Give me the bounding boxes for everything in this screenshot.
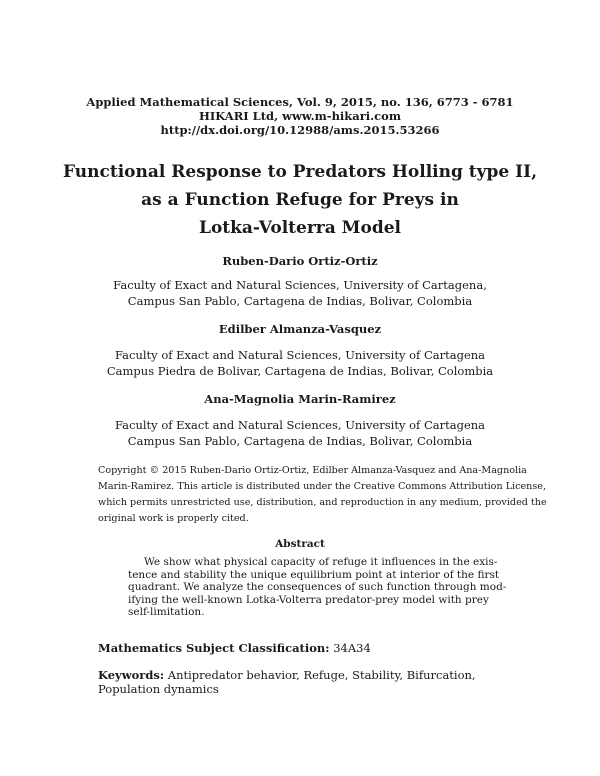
paper-title [60, 158, 540, 242]
copyright-line: which permits unrestricted use, distribution, and reproduction in any medium, provided the [98, 497, 547, 508]
abstract-line: We show what physical capacity of refuge it influences in the exis- [144, 556, 498, 568]
author-affiliation [0, 277, 600, 309]
copyright-line: Marin-Ramirez. This article is distributed under the Creative Commons Attribution License, [98, 481, 547, 492]
journal-line: Applied Mathematical Sciences, Vol. 9, 2015, no. 136, 6773 - 6781 [86, 95, 514, 109]
doi-line[interactable]: http://dx.doi.org/10.12988/ams.2015.53266 [160, 123, 440, 137]
abstract-line: tence and stability the unique equilibrium point at interior of the first [128, 568, 500, 581]
affiliation-line: Faculty of Exact and Natural Sciences, University of Cartagena [114, 348, 486, 362]
copyright-notice [98, 463, 547, 527]
abstract-line: ifying the well-known Lotka-Volterra predator-prey model with prey [128, 593, 489, 606]
author-name: Edilber Almanza-Vasquez [218, 322, 382, 336]
author-name: Ana-Magnolia Marin-Ramirez [204, 392, 396, 406]
keywords [98, 668, 498, 696]
title-line: Functional Response to Predators Holling type II, [63, 162, 537, 182]
title-line: Lotka-Volterra Model [198, 218, 402, 238]
abstract-body [128, 556, 507, 619]
keywords-label: Keywords: [98, 668, 165, 682]
msc-label: Mathematics Subject Classification: [98, 641, 330, 655]
msc-classification [98, 641, 498, 655]
affiliation-line: Faculty of Exact and Natural Sciences, University of Cartagena, [113, 278, 487, 292]
title-line: as a Function Refuge for Preys in [141, 190, 459, 210]
author-name: Ruben-Dario Ortiz-Ortiz [222, 254, 378, 268]
copyright-line: Copyright © 2015 Ruben-Dario Ortiz-Ortiz, Edilber Almanza-Vasquez and Ana-Magnolia [98, 465, 527, 476]
author-affiliation [0, 347, 600, 379]
affiliation-line: Campus San Pablo, Cartagena de Indias, Bolivar, Colombia [127, 294, 473, 308]
affiliation-line: Campus Piedra de Bolivar, Cartagena de Indias, Bolivar, Colombia [106, 364, 494, 378]
abstract-heading: Abstract [275, 538, 325, 550]
author-affiliation [0, 417, 600, 449]
affiliation-line: Campus San Pablo, Cartagena de Indias, Bolivar, Colombia [127, 434, 473, 448]
msc-value: 34A34 [333, 641, 371, 655]
keywords-value: Antipredator behavior, Refuge, Stability, Bifurcation, Population dynamics [98, 668, 476, 696]
abstract-line: self-limitation. [128, 606, 205, 618]
abstract-line: quadrant. We analyze the consequences of such function through mod- [128, 581, 507, 593]
journal-header [0, 95, 600, 137]
copyright-line: original work is properly cited. [98, 513, 249, 524]
affiliation-line: Faculty of Exact and Natural Sciences, University of Cartagena [114, 418, 486, 432]
publisher-line: HIKARI Ltd, www.m-hikari.com [199, 109, 401, 123]
